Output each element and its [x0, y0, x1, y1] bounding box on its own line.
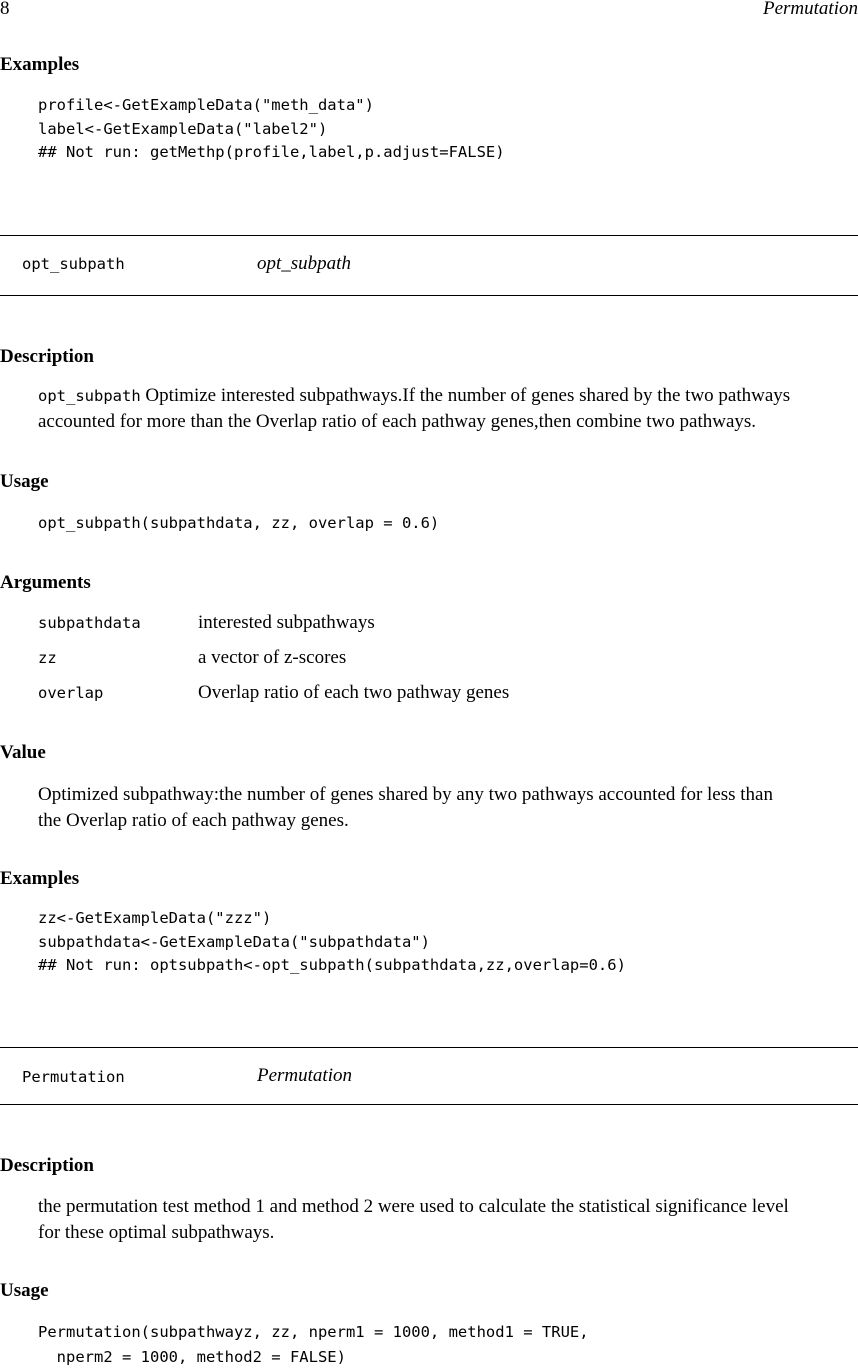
value-heading: Value [0, 742, 46, 763]
topic-title-permutation: Permutation [257, 1065, 352, 1086]
description-line-1 [38, 385, 790, 407]
example-line: subpathdata<-GetExampleData("subpathdata") [38, 933, 430, 951]
argument-description: a vector of z-scores [198, 647, 347, 668]
argument-name: overlap [38, 684, 104, 702]
description-heading: Description [0, 346, 94, 367]
page-number: 8 [0, 0, 10, 19]
usage-heading: Usage [0, 1280, 49, 1301]
usage-code-line: nperm2 = 1000, method2 = FALSE) [38, 1348, 346, 1366]
example-line: ## Not run: optsubpath<-opt_subpath(subpathdata,zz,overlap=0.6) [38, 956, 626, 974]
usage-code-line: Permutation(subpathwayz, zz, nperm1 = 1000, method1 = TRUE, [38, 1323, 589, 1341]
argument-name: subpathdata [38, 614, 141, 632]
arguments-heading: Arguments [0, 572, 91, 593]
argument-name: zz [38, 649, 57, 667]
prev-example-line: ## Not run: getMethp(profile,label,p.adjust=FALSE) [38, 143, 505, 161]
topic-title-opt-subpath: opt_subpath [257, 253, 351, 274]
prev-example-line: profile<-GetExampleData("meth_data") [38, 96, 374, 114]
description-line-1: the permutation test method 1 and method 2 were used to calculate the statistical significance level [38, 1196, 789, 1217]
argument-description: interested subpathways [198, 612, 375, 633]
description-line-2: accounted for more than the Overlap ratio of each pathway genes,then combine two pathways. [38, 411, 757, 432]
topic-rule-bottom [0, 1104, 858, 1105]
description-heading: Description [0, 1155, 94, 1176]
examples-heading: Examples [0, 868, 80, 889]
usage-code: opt_subpath(subpathdata, zz, overlap = 0.6) [38, 514, 440, 532]
topic-rule-top [0, 1047, 858, 1048]
topic-name-opt-subpath: opt_subpath [22, 255, 125, 273]
argument-description: Overlap ratio of each two pathway genes [198, 682, 510, 703]
prev-examples-heading: Examples [0, 54, 80, 75]
example-line: zz<-GetExampleData("zzz") [38, 909, 272, 927]
description-text: Optimize interested subpathways.If the number of genes shared by the two pathways [140, 385, 791, 406]
usage-heading: Usage [0, 471, 49, 492]
value-line-1: Optimized subpathway:the number of genes shared by any two pathways accounted for less than [38, 784, 773, 805]
topic-name-permutation: Permutation [22, 1068, 125, 1086]
description-code: opt_subpath [38, 387, 141, 405]
value-line-2: the Overlap ratio of each pathway genes. [38, 810, 349, 831]
description-line-2: for these optimal subpathways. [38, 1222, 275, 1243]
prev-example-line: label<-GetExampleData("label2") [38, 120, 328, 138]
running-title: Permutation [763, 0, 858, 19]
topic-rule-top [0, 235, 858, 236]
topic-rule-bottom [0, 295, 858, 296]
